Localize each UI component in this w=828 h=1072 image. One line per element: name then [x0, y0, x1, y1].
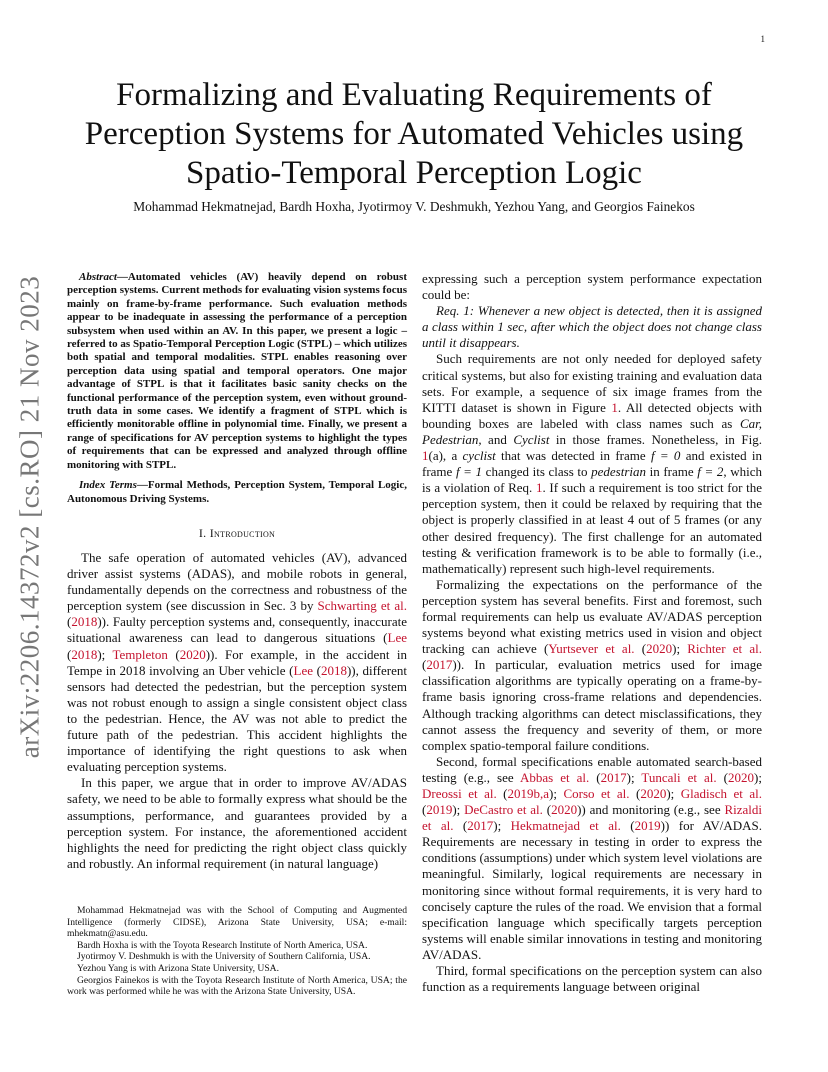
arxiv-stamp-text: arXiv:2206.14372v2 [cs.RO] 21 Nov 2023: [14, 275, 45, 759]
index-terms-label: Index Terms: [79, 479, 137, 492]
paper-title: Formalizing and Evaluating Requirements of Perception Systems for Automated Vehicles using Spatio-Temporal Perception Logic: [84, 77, 744, 191]
intro-paragraph-continued: expressing such a perception system performance expectation could be:: [422, 271, 762, 303]
citation-link[interactable]: Lee: [387, 630, 407, 646]
footnote: Yezhou Yang is with Arizona State University, USA.: [77, 962, 280, 974]
requirement-1: Req. 1: Whenever a new object is detected, then it is assigned a class within 1 sec, after which the object does not change class until it disappears.: [422, 303, 762, 351]
footnotes: [67, 905, 407, 998]
citation-link[interactable]: 2020: [640, 786, 667, 801]
figure-link[interactable]: 1: [611, 399, 618, 415]
abstract-text: —Automated vehicles (AV) heavily depend on robust perception systems. Current methods for evaluating vision systems focus mainly on frame-by-frame performance. Such evaluation methods appear to be inadequate in assessing the performance of a perception subsystem when used within an AV. In this paper, we present a logic – referred to as Spatio-Temporal Perception Logic (STPL) – which utilizes both spatial and temporal modalities. STPL enables reasoning over perception data using spatial and temporal operators. One major advantage of STPL is that it facilitates basic sanity checks on the functional performance of the perception system, even without ground-truth data in some cases. We identify a fragment of STPL which is efficiently monitorable offline in polynomial time. Finally, we present a range of specifications for AV perception systems to highlight the types of requirements that can be expressed and analyzed through offline monitoring with STPL.: [67, 271, 407, 471]
citation-link[interactable]: Schwarting et al.: [317, 598, 407, 614]
figure-link[interactable]: 1: [422, 448, 429, 464]
index-terms: [67, 479, 407, 506]
footnote: Jyotirmoy V. Deshmukh is with the University of Southern California, USA.: [77, 951, 371, 963]
citation-link[interactable]: 2020: [728, 769, 755, 785]
citation-link[interactable]: Dreossi et al.: [422, 786, 497, 801]
citation-link[interactable]: 2017: [426, 657, 453, 673]
author-list: Mohammad Hekmatnejad, Bardh Hoxha, Jyotirmoy V. Deshmukh, Yezhou Yang, and Georgios Fainekos: [133, 199, 695, 214]
intro-paragraph-3: Such requirements are not only needed for deployed safety critical systems, but also for existing training and evaluation data sets. For example, a sequence of six image frames from the KITTI dataset is shown in Figure 1. All detected objects with bounding boxes are labeled with class names such as Car, Pedestrian, and Cyclist in those frames. Nonetheless, in Fig. 1(a), a cyclist that was detected in frame f = 0 and existed in frame f = 1 changed its class to pedestrian in frame f = 2, which is a violation of Req. 1. If such a requirement is too strict for the perception system, then it could be relaxed by requiring that the object is properly classified in at least 4 out of 5 frames (or any other desired frequency). The first challenge for an automated testing & verification framework is to be able to formally (i.e., mathematically) represent such high-level requirements.: [422, 351, 763, 576]
citation-link[interactable]: Lee: [293, 662, 313, 678]
footnote: Bardh Hoxha is with the Toyota Research Institute of North America, USA.: [77, 939, 368, 951]
intro-paragraph-5: Second, formal specifications enable automated search-based testing (e.g., see Abbas et al. (2017); Tuncali et al. (2020); Dreossi et al. (2019b,a); Corso et al. (2020); Gladisch et al. (2019); DeCastro et al. (2020)) and monitoring (e.g., see Rizaldi et al. (2017); Hekmatnejad et al. (2019)) for AV/ADAS. Requirements are necessary in testing in order to express the conditions (assumptions) under which system level violations are meaningful. Similarly, logical requirements are necessary in monitoring since without formal requirements, it is very hard to concisely capture the rules of the road. We envision that a formal specification language which specifically targets perception systems will enable similar innovations in testing and monitoring AV/ADAS.: [422, 753, 762, 962]
citation-link[interactable]: 2019: [426, 802, 453, 818]
intro-paragraph-1: The safe operation of automated vehicles (AV), advanced driver assist systems (ADAS), and mobile robots in general, fundamentally depends on the correctness and robustness of the perception system (see discussion in Sec. 3 by Schwarting et al. (2018)). Faulty perception systems and, consequently, inaccurate situational awareness can lead to dangerous situations (Lee (2018); Templeton (2020)). For example, in the accident in Tempe in 2018 involving an Uber vehicle (Lee (2018)), different sensors had detected the pedestrian, but the perception system was not robust enough to assign a single consistent object class to the pedestrian. Hence, the AV was not able to predict the future path of the pedestrian. This accident highlights the importance of identifying the right questions to ask when evaluating perception systems.: [67, 550, 407, 775]
page-number: 1: [760, 34, 765, 44]
abstract: [67, 271, 407, 472]
section-heading-introduction: I. Introduction: [198, 525, 276, 540]
citation-link[interactable]: 2018: [71, 646, 98, 662]
citation-link[interactable]: 2017: [467, 818, 494, 834]
citation-link[interactable]: 2020: [179, 646, 206, 662]
intro-paragraph-6: Third, formal specifications on the perception system can also function as a requirements language between original: [422, 963, 762, 995]
intro-paragraph-4: Formalizing the expectations on the performance of the perception system has several benefits. First and foremost, such formal requirements can help us evaluate AV/ADAS perception systems beyond what existing metrics used in vision and object tracking can achieve (Yurtsever et al. (2020); Richter et al. (2017)). In particular, evaluation metrics used for image classification algorithms are typically operating on a frame-by-frame basis ignoring cross-frame relations and dependencies. Although tracking algorithms can detect misclassifications, they cannot assess the frequency and severity of them, or more complex spatio-temporal failure conditions.: [422, 576, 762, 753]
citation-link[interactable]: 2020: [646, 641, 673, 657]
citation-link[interactable]: 2018: [320, 662, 347, 678]
citation-link[interactable]: Rizaldi et al.: [422, 802, 762, 834]
requirement-link[interactable]: 1: [535, 480, 543, 496]
citation-link[interactable]: 2019b,a: [507, 786, 550, 801]
citation-link[interactable]: Tuncali et al.: [641, 769, 717, 785]
citation-link[interactable]: DeCastro et al.: [464, 802, 543, 818]
right-column: [422, 271, 762, 995]
left-column: [67, 271, 407, 872]
citation-link[interactable]: Hekmatnejad et al.: [510, 818, 621, 834]
citation-link[interactable]: 2020: [551, 802, 578, 818]
footnote: Mohammad Hekmatnejad was with the School of Computing and Augmented Intelligence (formerly CIDSE), Arizona State University, USA; e-mail: mhekmatn@asu.edu.: [67, 905, 407, 940]
citation-link[interactable]: Yurtsever et al.: [548, 641, 635, 657]
intro-paragraph-2: In this paper, we argue that in order to improve AV/ADAS safety, we need to be able to formally express what should be the assumptions, performance, and guarantees provided by a perception system. For instance, the aforementioned accident highlights the need for predicting the right object class quickly and robustly. An informal requirement (in natural language): [67, 775, 407, 871]
arxiv-stamp: [10, 277, 50, 757]
citation-link[interactable]: 2019: [634, 818, 661, 834]
citation-link[interactable]: 2018: [71, 614, 98, 630]
citation-link[interactable]: Templeton: [112, 646, 168, 662]
citation-link[interactable]: 2017: [600, 769, 627, 785]
footnote: Georgios Fainekos is with the Toyota Research Institute of North America, USA; the work was performed while he was with the Arizona State University, USA.: [67, 974, 407, 998]
citation-link[interactable]: Richter et al.: [687, 641, 762, 657]
citation-link[interactable]: Gladisch et al.: [680, 786, 762, 801]
citation-link[interactable]: Abbas et al.: [519, 769, 590, 785]
citation-link[interactable]: Corso et al.: [563, 786, 630, 801]
index-terms-text: —Formal Methods, Perception System, Temporal Logic, Autonomous Driving Systems.: [67, 479, 407, 505]
abstract-label: Abstract: [79, 271, 117, 283]
